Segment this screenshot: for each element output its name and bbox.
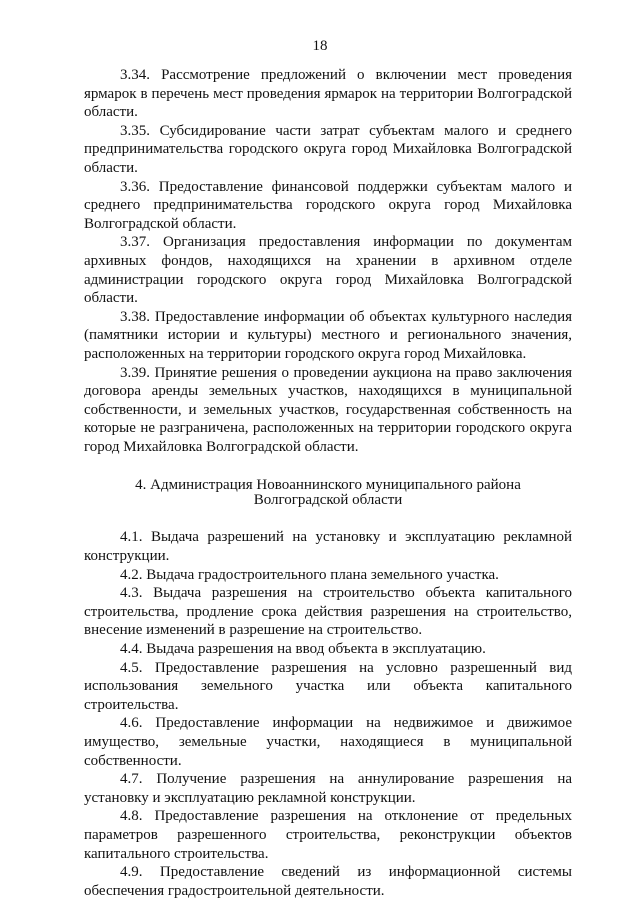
list-item: 4.3. Выдача разрешения на строительство объекта капитального строительства, продление срока действия разрешения на строительство, внесение изменений в разрешение на строительство. [84, 585, 572, 639]
section-heading [84, 478, 572, 508]
list-item: 3.35. Субсидирование части затрат субъектам малого и среднего предпринимательства городского округа город Михайловка Волгоградской области. [84, 122, 572, 176]
document-body [84, 66, 572, 900]
page-number: 18 [312, 38, 328, 54]
list-item: 4.2. Выдача градостроительного плана земельного участка. [120, 566, 499, 583]
list-item: 4.8. Предоставление разрешения на отклонение от предельных параметров разрешенного строительства, реконструкции объектов капитального строительства. [84, 808, 572, 862]
section-heading-line-1: 4. Администрация Новоаннинского муниципального района [135, 477, 521, 494]
list-item: 3.38. Предоставление информации об объектах культурного наследия (памятники истории и культуры) местного и регионального значения, расположенных на территории городского округа город Михайловка. [84, 308, 572, 362]
list-item: 3.39. Принятие решения о проведении аукциона на право заключения договора аренды земельных участков, находящихся в муниципальной собственности, и земельных участков, государственная собственность на которые не разграничена, расположенных на территории городского округа город Михайловка Волгоградской области. [84, 364, 572, 455]
section-heading-line-2: Волгоградской области [253, 492, 403, 509]
list-item: 3.34. Рассмотрение предложений о включении мест проведения ярмарок в перечень мест проведения ярмарок на территории Волгоградской области. [84, 67, 572, 121]
list-item: 4.6. Предоставление информации на недвижимое и движимое имущество, земельные участки, находящиеся в муниципальной собственности. [84, 715, 572, 769]
list-item: 3.36. Предоставление финансовой поддержки субъектам малого и среднего предпринимательства городского округа город Михайловка Волгоградской области. [84, 178, 572, 232]
list-item: 4.1. Выдача разрешений на установку и эксплуатацию рекламной конструкции. [84, 529, 572, 565]
list-item: 4.7. Получение разрешения на аннулирование разрешения на установку и эксплуатацию рекламной конструкции. [84, 771, 572, 806]
list-item: 3.37. Организация предоставления информации по документам архивных фондов, находящихся на хранении в архивном отделе администрации городского округа город Михайловка Волгоградской области. [84, 234, 572, 307]
list-item: 4.9. Предоставление сведений из информационной системы обеспечения градостроительной деятельности. [84, 864, 572, 899]
list-item: 4.4. Выдача разрешения на ввод объекта в эксплуатацию. [120, 641, 486, 658]
list-item: 4.5. Предоставление разрешения на условно разрешенный вид использования земельного участка или объекта капитального строительства. [84, 659, 572, 713]
